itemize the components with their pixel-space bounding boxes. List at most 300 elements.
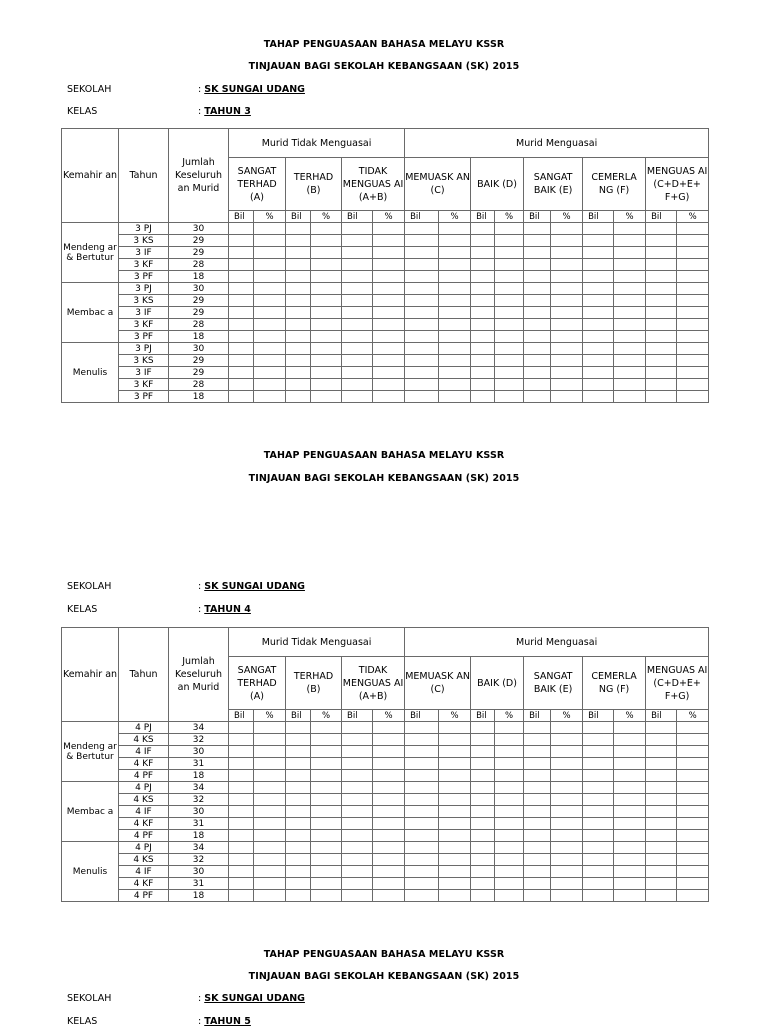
empty-cell[interactable] [495, 866, 524, 878]
empty-cell[interactable] [373, 866, 405, 878]
empty-cell[interactable] [254, 878, 286, 890]
empty-cell[interactable] [551, 319, 583, 331]
empty-cell[interactable] [524, 283, 551, 295]
empty-cell[interactable] [551, 830, 583, 842]
empty-cell[interactable] [229, 247, 254, 259]
empty-cell[interactable] [342, 746, 373, 758]
empty-cell[interactable] [677, 842, 709, 854]
empty-cell[interactable] [646, 890, 677, 902]
empty-cell[interactable] [405, 343, 439, 355]
empty-cell[interactable] [405, 247, 439, 259]
empty-cell[interactable] [254, 355, 286, 367]
empty-cell[interactable] [495, 223, 524, 235]
empty-cell[interactable] [229, 343, 254, 355]
empty-cell[interactable] [495, 878, 524, 890]
empty-cell[interactable] [677, 343, 709, 355]
empty-cell[interactable] [551, 271, 583, 283]
empty-cell[interactable] [471, 355, 495, 367]
empty-cell[interactable] [373, 331, 405, 343]
empty-cell[interactable] [254, 247, 286, 259]
empty-cell[interactable] [342, 770, 373, 782]
empty-cell[interactable] [614, 782, 646, 794]
empty-cell[interactable] [551, 818, 583, 830]
empty-cell[interactable] [373, 343, 405, 355]
empty-cell[interactable] [583, 235, 614, 247]
empty-cell[interactable] [229, 319, 254, 331]
empty-cell[interactable] [229, 818, 254, 830]
empty-cell[interactable] [495, 770, 524, 782]
empty-cell[interactable] [254, 806, 286, 818]
empty-cell[interactable] [495, 307, 524, 319]
empty-cell[interactable] [405, 307, 439, 319]
empty-cell[interactable] [311, 259, 342, 271]
empty-cell[interactable] [342, 319, 373, 331]
empty-cell[interactable] [405, 283, 439, 295]
empty-cell[interactable] [524, 854, 551, 866]
empty-cell[interactable] [439, 734, 471, 746]
empty-cell[interactable] [495, 806, 524, 818]
empty-cell[interactable] [614, 259, 646, 271]
empty-cell[interactable] [646, 319, 677, 331]
empty-cell[interactable] [551, 367, 583, 379]
empty-cell[interactable] [311, 770, 342, 782]
empty-cell[interactable] [677, 247, 709, 259]
empty-cell[interactable] [495, 235, 524, 247]
empty-cell[interactable] [646, 818, 677, 830]
empty-cell[interactable] [439, 758, 471, 770]
empty-cell[interactable] [677, 319, 709, 331]
empty-cell[interactable] [551, 355, 583, 367]
empty-cell[interactable] [439, 271, 471, 283]
empty-cell[interactable] [646, 758, 677, 770]
empty-cell[interactable] [229, 259, 254, 271]
empty-cell[interactable] [405, 319, 439, 331]
empty-cell[interactable] [524, 770, 551, 782]
empty-cell[interactable] [373, 283, 405, 295]
empty-cell[interactable] [583, 842, 614, 854]
empty-cell[interactable] [471, 271, 495, 283]
empty-cell[interactable] [677, 878, 709, 890]
empty-cell[interactable] [342, 842, 373, 854]
empty-cell[interactable] [254, 854, 286, 866]
empty-cell[interactable] [311, 782, 342, 794]
empty-cell[interactable] [405, 391, 439, 403]
empty-cell[interactable] [311, 758, 342, 770]
empty-cell[interactable] [254, 307, 286, 319]
empty-cell[interactable] [373, 355, 405, 367]
empty-cell[interactable] [405, 223, 439, 235]
empty-cell[interactable] [583, 367, 614, 379]
empty-cell[interactable] [229, 830, 254, 842]
empty-cell[interactable] [286, 890, 311, 902]
empty-cell[interactable] [405, 782, 439, 794]
empty-cell[interactable] [646, 866, 677, 878]
empty-cell[interactable] [646, 283, 677, 295]
empty-cell[interactable] [646, 746, 677, 758]
empty-cell[interactable] [646, 223, 677, 235]
empty-cell[interactable] [614, 223, 646, 235]
empty-cell[interactable] [495, 734, 524, 746]
empty-cell[interactable] [405, 854, 439, 866]
empty-cell[interactable] [229, 722, 254, 734]
empty-cell[interactable] [471, 842, 495, 854]
empty-cell[interactable] [614, 878, 646, 890]
empty-cell[interactable] [254, 271, 286, 283]
empty-cell[interactable] [646, 734, 677, 746]
empty-cell[interactable] [373, 854, 405, 866]
empty-cell[interactable] [254, 842, 286, 854]
empty-cell[interactable] [551, 758, 583, 770]
empty-cell[interactable] [373, 367, 405, 379]
empty-cell[interactable] [614, 331, 646, 343]
empty-cell[interactable] [254, 295, 286, 307]
empty-cell[interactable] [583, 379, 614, 391]
empty-cell[interactable] [495, 319, 524, 331]
empty-cell[interactable] [439, 223, 471, 235]
empty-cell[interactable] [439, 830, 471, 842]
empty-cell[interactable] [405, 806, 439, 818]
empty-cell[interactable] [254, 379, 286, 391]
empty-cell[interactable] [373, 746, 405, 758]
empty-cell[interactable] [646, 259, 677, 271]
empty-cell[interactable] [439, 343, 471, 355]
empty-cell[interactable] [583, 355, 614, 367]
empty-cell[interactable] [405, 830, 439, 842]
empty-cell[interactable] [286, 806, 311, 818]
empty-cell[interactable] [471, 247, 495, 259]
empty-cell[interactable] [286, 379, 311, 391]
empty-cell[interactable] [311, 247, 342, 259]
empty-cell[interactable] [524, 734, 551, 746]
empty-cell[interactable] [551, 235, 583, 247]
empty-cell[interactable] [286, 367, 311, 379]
empty-cell[interactable] [471, 770, 495, 782]
empty-cell[interactable] [405, 770, 439, 782]
empty-cell[interactable] [471, 259, 495, 271]
empty-cell[interactable] [286, 343, 311, 355]
empty-cell[interactable] [229, 806, 254, 818]
empty-cell[interactable] [495, 259, 524, 271]
empty-cell[interactable] [471, 782, 495, 794]
empty-cell[interactable] [551, 307, 583, 319]
empty-cell[interactable] [646, 247, 677, 259]
empty-cell[interactable] [614, 734, 646, 746]
empty-cell[interactable] [311, 806, 342, 818]
empty-cell[interactable] [373, 722, 405, 734]
empty-cell[interactable] [614, 271, 646, 283]
empty-cell[interactable] [614, 842, 646, 854]
empty-cell[interactable] [614, 866, 646, 878]
empty-cell[interactable] [373, 794, 405, 806]
empty-cell[interactable] [583, 746, 614, 758]
empty-cell[interactable] [495, 379, 524, 391]
empty-cell[interactable] [583, 319, 614, 331]
empty-cell[interactable] [646, 307, 677, 319]
empty-cell[interactable] [342, 890, 373, 902]
empty-cell[interactable] [373, 818, 405, 830]
empty-cell[interactable] [439, 319, 471, 331]
empty-cell[interactable] [677, 271, 709, 283]
empty-cell[interactable] [373, 890, 405, 902]
empty-cell[interactable] [677, 307, 709, 319]
empty-cell[interactable] [471, 818, 495, 830]
empty-cell[interactable] [286, 782, 311, 794]
empty-cell[interactable] [373, 271, 405, 283]
empty-cell[interactable] [311, 307, 342, 319]
empty-cell[interactable] [439, 818, 471, 830]
empty-cell[interactable] [342, 283, 373, 295]
empty-cell[interactable] [373, 319, 405, 331]
empty-cell[interactable] [524, 830, 551, 842]
empty-cell[interactable] [677, 794, 709, 806]
empty-cell[interactable] [311, 746, 342, 758]
empty-cell[interactable] [614, 890, 646, 902]
empty-cell[interactable] [286, 830, 311, 842]
empty-cell[interactable] [495, 271, 524, 283]
empty-cell[interactable] [524, 355, 551, 367]
empty-cell[interactable] [524, 746, 551, 758]
empty-cell[interactable] [551, 734, 583, 746]
empty-cell[interactable] [677, 722, 709, 734]
empty-cell[interactable] [254, 259, 286, 271]
empty-cell[interactable] [286, 283, 311, 295]
empty-cell[interactable] [614, 235, 646, 247]
empty-cell[interactable] [524, 842, 551, 854]
empty-cell[interactable] [646, 379, 677, 391]
empty-cell[interactable] [439, 806, 471, 818]
empty-cell[interactable] [677, 379, 709, 391]
empty-cell[interactable] [229, 271, 254, 283]
empty-cell[interactable] [311, 379, 342, 391]
empty-cell[interactable] [495, 367, 524, 379]
empty-cell[interactable] [311, 842, 342, 854]
empty-cell[interactable] [524, 343, 551, 355]
empty-cell[interactable] [471, 866, 495, 878]
empty-cell[interactable] [583, 878, 614, 890]
empty-cell[interactable] [342, 818, 373, 830]
empty-cell[interactable] [405, 842, 439, 854]
empty-cell[interactable] [311, 734, 342, 746]
empty-cell[interactable] [439, 307, 471, 319]
empty-cell[interactable] [614, 367, 646, 379]
empty-cell[interactable] [614, 247, 646, 259]
empty-cell[interactable] [229, 878, 254, 890]
empty-cell[interactable] [583, 283, 614, 295]
empty-cell[interactable] [286, 746, 311, 758]
empty-cell[interactable] [524, 806, 551, 818]
empty-cell[interactable] [405, 734, 439, 746]
empty-cell[interactable] [229, 331, 254, 343]
empty-cell[interactable] [439, 283, 471, 295]
empty-cell[interactable] [405, 794, 439, 806]
empty-cell[interactable] [373, 770, 405, 782]
empty-cell[interactable] [524, 794, 551, 806]
empty-cell[interactable] [439, 235, 471, 247]
empty-cell[interactable] [614, 818, 646, 830]
empty-cell[interactable] [524, 391, 551, 403]
empty-cell[interactable] [439, 331, 471, 343]
empty-cell[interactable] [471, 806, 495, 818]
empty-cell[interactable] [311, 830, 342, 842]
empty-cell[interactable] [311, 319, 342, 331]
empty-cell[interactable] [614, 806, 646, 818]
empty-cell[interactable] [646, 854, 677, 866]
empty-cell[interactable] [677, 866, 709, 878]
empty-cell[interactable] [229, 854, 254, 866]
empty-cell[interactable] [229, 782, 254, 794]
empty-cell[interactable] [342, 782, 373, 794]
empty-cell[interactable] [373, 878, 405, 890]
empty-cell[interactable] [614, 343, 646, 355]
empty-cell[interactable] [342, 794, 373, 806]
empty-cell[interactable] [439, 367, 471, 379]
empty-cell[interactable] [311, 367, 342, 379]
empty-cell[interactable] [373, 734, 405, 746]
empty-cell[interactable] [614, 758, 646, 770]
empty-cell[interactable] [342, 307, 373, 319]
empty-cell[interactable] [311, 890, 342, 902]
empty-cell[interactable] [439, 247, 471, 259]
empty-cell[interactable] [405, 379, 439, 391]
empty-cell[interactable] [439, 391, 471, 403]
empty-cell[interactable] [677, 283, 709, 295]
empty-cell[interactable] [342, 379, 373, 391]
empty-cell[interactable] [405, 259, 439, 271]
empty-cell[interactable] [495, 842, 524, 854]
empty-cell[interactable] [471, 878, 495, 890]
empty-cell[interactable] [471, 283, 495, 295]
empty-cell[interactable] [311, 331, 342, 343]
empty-cell[interactable] [342, 734, 373, 746]
empty-cell[interactable] [439, 746, 471, 758]
empty-cell[interactable] [311, 854, 342, 866]
empty-cell[interactable] [405, 331, 439, 343]
empty-cell[interactable] [646, 842, 677, 854]
empty-cell[interactable] [677, 331, 709, 343]
empty-cell[interactable] [439, 379, 471, 391]
empty-cell[interactable] [229, 295, 254, 307]
empty-cell[interactable] [405, 367, 439, 379]
empty-cell[interactable] [551, 722, 583, 734]
empty-cell[interactable] [524, 259, 551, 271]
empty-cell[interactable] [439, 866, 471, 878]
empty-cell[interactable] [254, 890, 286, 902]
empty-cell[interactable] [677, 295, 709, 307]
empty-cell[interactable] [254, 367, 286, 379]
empty-cell[interactable] [229, 391, 254, 403]
empty-cell[interactable] [524, 782, 551, 794]
empty-cell[interactable] [471, 379, 495, 391]
empty-cell[interactable] [614, 307, 646, 319]
empty-cell[interactable] [677, 367, 709, 379]
empty-cell[interactable] [229, 223, 254, 235]
empty-cell[interactable] [311, 295, 342, 307]
empty-cell[interactable] [405, 271, 439, 283]
empty-cell[interactable] [286, 842, 311, 854]
empty-cell[interactable] [614, 830, 646, 842]
empty-cell[interactable] [646, 355, 677, 367]
empty-cell[interactable] [439, 878, 471, 890]
empty-cell[interactable] [286, 331, 311, 343]
empty-cell[interactable] [439, 722, 471, 734]
empty-cell[interactable] [614, 379, 646, 391]
empty-cell[interactable] [677, 830, 709, 842]
empty-cell[interactable] [254, 223, 286, 235]
empty-cell[interactable] [405, 235, 439, 247]
empty-cell[interactable] [583, 295, 614, 307]
empty-cell[interactable] [677, 770, 709, 782]
empty-cell[interactable] [254, 722, 286, 734]
empty-cell[interactable] [551, 295, 583, 307]
empty-cell[interactable] [254, 830, 286, 842]
empty-cell[interactable] [229, 890, 254, 902]
empty-cell[interactable] [405, 295, 439, 307]
empty-cell[interactable] [471, 391, 495, 403]
empty-cell[interactable] [286, 271, 311, 283]
empty-cell[interactable] [373, 295, 405, 307]
empty-cell[interactable] [614, 283, 646, 295]
empty-cell[interactable] [439, 842, 471, 854]
empty-cell[interactable] [439, 794, 471, 806]
empty-cell[interactable] [524, 307, 551, 319]
empty-cell[interactable] [405, 890, 439, 902]
empty-cell[interactable] [495, 782, 524, 794]
empty-cell[interactable] [646, 391, 677, 403]
empty-cell[interactable] [229, 770, 254, 782]
empty-cell[interactable] [373, 830, 405, 842]
empty-cell[interactable] [405, 866, 439, 878]
empty-cell[interactable] [254, 331, 286, 343]
empty-cell[interactable] [229, 307, 254, 319]
empty-cell[interactable] [583, 818, 614, 830]
empty-cell[interactable] [311, 818, 342, 830]
empty-cell[interactable] [373, 259, 405, 271]
empty-cell[interactable] [405, 818, 439, 830]
empty-cell[interactable] [677, 259, 709, 271]
empty-cell[interactable] [551, 283, 583, 295]
empty-cell[interactable] [342, 247, 373, 259]
empty-cell[interactable] [677, 806, 709, 818]
empty-cell[interactable] [646, 770, 677, 782]
empty-cell[interactable] [551, 746, 583, 758]
empty-cell[interactable] [495, 331, 524, 343]
empty-cell[interactable] [254, 794, 286, 806]
empty-cell[interactable] [286, 307, 311, 319]
empty-cell[interactable] [551, 842, 583, 854]
empty-cell[interactable] [583, 734, 614, 746]
empty-cell[interactable] [524, 235, 551, 247]
empty-cell[interactable] [254, 782, 286, 794]
empty-cell[interactable] [583, 223, 614, 235]
empty-cell[interactable] [286, 794, 311, 806]
empty-cell[interactable] [646, 830, 677, 842]
empty-cell[interactable] [551, 331, 583, 343]
empty-cell[interactable] [551, 379, 583, 391]
empty-cell[interactable] [373, 307, 405, 319]
empty-cell[interactable] [286, 878, 311, 890]
empty-cell[interactable] [342, 830, 373, 842]
empty-cell[interactable] [342, 355, 373, 367]
empty-cell[interactable] [229, 746, 254, 758]
empty-cell[interactable] [342, 866, 373, 878]
empty-cell[interactable] [583, 806, 614, 818]
empty-cell[interactable] [551, 343, 583, 355]
empty-cell[interactable] [524, 247, 551, 259]
empty-cell[interactable] [677, 734, 709, 746]
empty-cell[interactable] [286, 259, 311, 271]
empty-cell[interactable] [254, 319, 286, 331]
empty-cell[interactable] [311, 235, 342, 247]
